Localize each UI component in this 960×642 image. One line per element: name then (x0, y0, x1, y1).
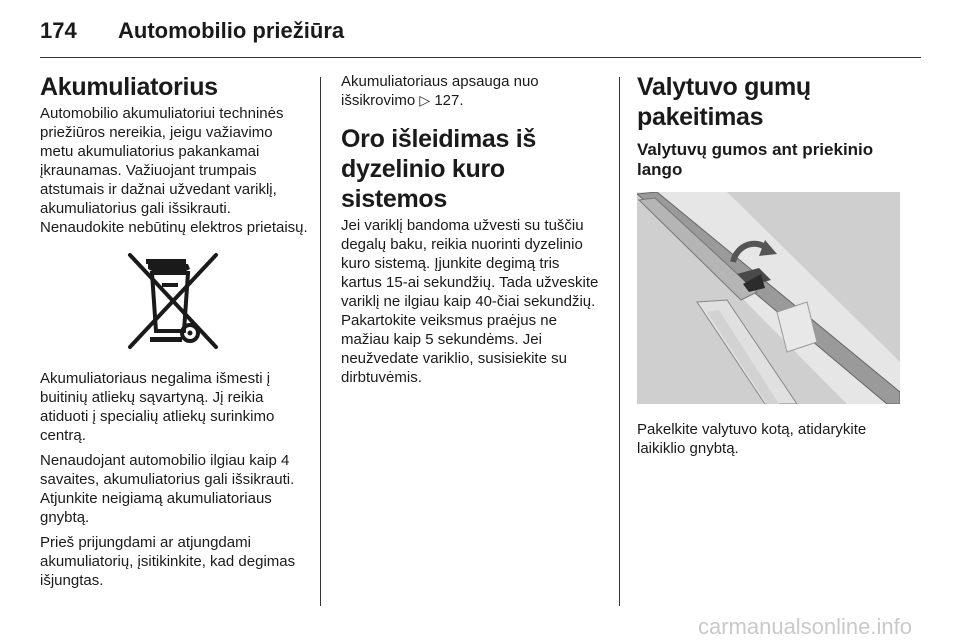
column-divider-1 (320, 77, 321, 606)
page-reference[interactable]: 127. (434, 92, 464, 109)
battery-paragraph-2: Akumuliatoriaus negalima išmesti į buitinių atliekų sąvartyną. Jį reikia atiduoti į specialių atliekų surinkimo centrą. (40, 370, 275, 444)
battery-protection-text: Akumuliatoriaus apsauga nuo išsikrovimo (341, 73, 539, 109)
watermark: carmanualsonline.info (697, 614, 912, 639)
page-header (40, 18, 344, 48)
battery-paragraph-1: Automobilio akumuliatoriui techninės priežiūros nereikia, jeigu važiavimo metu akumuliatorius pakankamai įkraunamas. Važiuojant trumpais atstumais ir dažnai užvedant variklį, akumuliatorius gali išsikrauti. Nenaudokite nebūtinų elektros prietaisų. (40, 105, 308, 236)
column-wiper (637, 72, 917, 464)
header-rule (40, 57, 921, 58)
battery-paragraph-3: Nenaudojant automobilio ilgiau kaip 4 savaites, akumuliatorius gali išsikrauti. Atjunkite neigiamą akumuliatoriaus gnybtą. (40, 452, 295, 526)
crossed-out-bin-icon (118, 247, 228, 357)
diesel-title: Oro išleidimas iš dyzelinio kuro sistemos (341, 125, 536, 213)
column-diesel (341, 72, 603, 393)
wiper-caption: Pakelkite valytuvo kotą, atidarykite laikiklio gnybtą. (637, 421, 867, 457)
wiper-subtitle: Valytuvų gumos ant priekinio lango (637, 140, 874, 179)
battery-protection-ref (341, 72, 603, 110)
diesel-paragraph-1: Jei variklį bandoma užvesti su tuščiu degalų baku, reikia nuorinti dyzelinio kuro sistemą. Įjunkite degimą tris kartus 15-ai sekundžių. Tada užveskite variklį ne ilgiau kaip 40-čiai sekundžių. Pakartokite veiksmus praėjus ne mažiau kaip 5 sekundėms. Jei neužvedate variklio, susisiekite su dirbtuvėmis. (341, 217, 599, 386)
column-divider-2 (619, 77, 620, 606)
wiper-blade-illustration (637, 192, 900, 404)
battery-paragraph-4: Prieš prijungdami ar atjungdami akumuliatorių, įsitikinkite, kad degimas išjungtas. (40, 534, 296, 589)
page-number: 174 (40, 18, 77, 43)
page-reference-arrow-icon: ▷ (419, 92, 431, 108)
chapter-title: Automobilio priežiūra (118, 18, 345, 43)
column-battery (40, 72, 308, 596)
wiper-title: Valytuvo gumų pakeitimas (637, 73, 811, 131)
battery-title: Akumuliatorius (40, 73, 218, 101)
